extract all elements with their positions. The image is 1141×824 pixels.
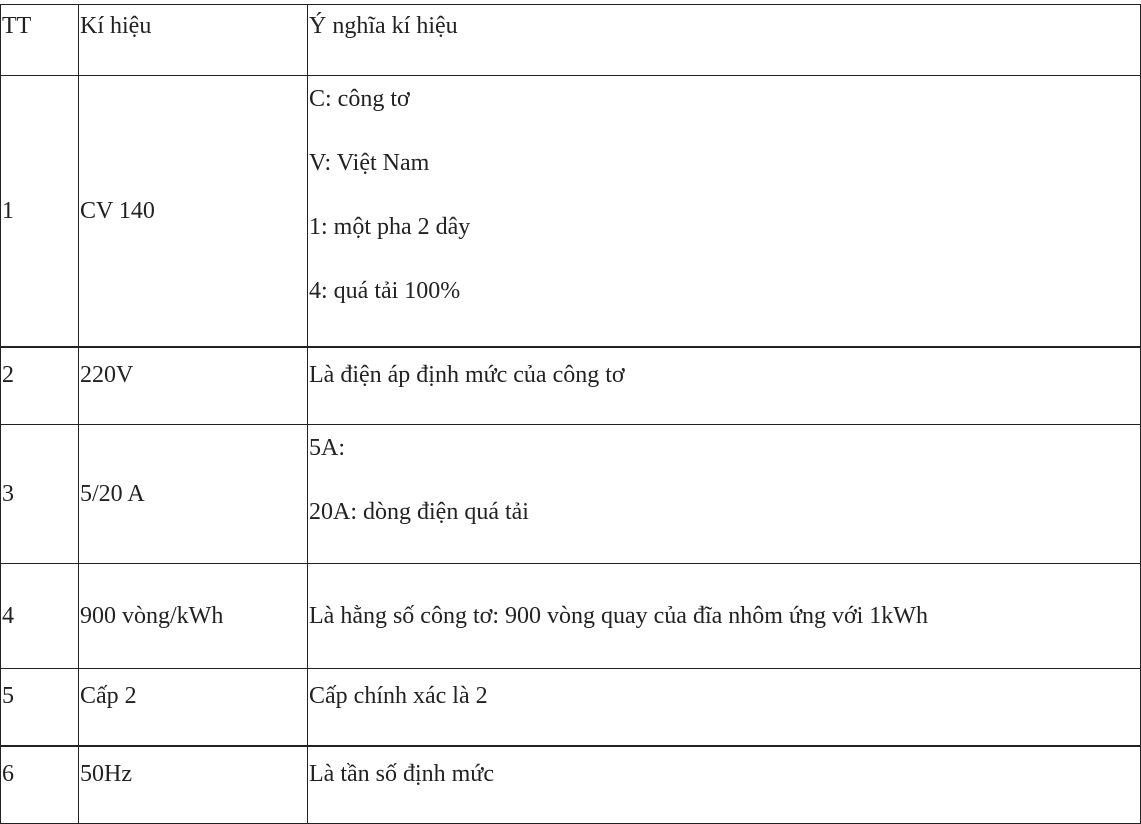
cell-meaning xyxy=(308,564,1141,669)
header-tt: TT xyxy=(1,5,79,76)
cell-symbol: 5/20 A xyxy=(79,425,308,564)
table-row xyxy=(1,347,1141,425)
cell-symbol: 900 vòng/kWh xyxy=(79,564,308,669)
meaning-line: 5A: xyxy=(309,435,345,461)
table-header-row xyxy=(1,5,1141,76)
table-row xyxy=(1,425,1141,564)
cell-tt: 2 xyxy=(1,347,79,425)
header-meaning: Ý nghĩa kí hiệu xyxy=(308,5,1141,76)
meaning-line: 1: một pha 2 dây xyxy=(309,214,471,240)
cell-tt: 4 xyxy=(1,564,79,669)
cell-meaning xyxy=(308,425,1141,564)
meaning-line: V: Việt Nam xyxy=(309,150,430,176)
header-symbol: Kí hiệu xyxy=(79,5,308,76)
cell-meaning: Cấp chính xác là 2 xyxy=(308,669,1141,747)
cell-meaning xyxy=(308,76,1141,348)
cell-symbol: 50Hz xyxy=(79,746,308,824)
meaning-line: C: công tơ xyxy=(309,86,410,112)
meaning-line: 4: quá tải 100% xyxy=(309,278,461,304)
cell-tt: 1 xyxy=(1,76,79,348)
cell-tt: 3 xyxy=(1,425,79,564)
table-row xyxy=(1,669,1141,747)
table-row xyxy=(1,746,1141,824)
meaning-line: 20A: dòng điện quá tải xyxy=(309,499,529,525)
cell-meaning: Là điện áp định mức của công tơ xyxy=(308,347,1141,425)
symbol-meaning-table xyxy=(0,4,1141,824)
cell-symbol: 220V xyxy=(79,347,308,425)
table-row xyxy=(1,76,1141,348)
cell-symbol: Cấp 2 xyxy=(79,669,308,747)
table-row xyxy=(1,564,1141,669)
cell-tt: 5 xyxy=(1,669,79,747)
cell-symbol: CV 140 xyxy=(79,76,308,348)
cell-meaning: Là tần số định mức xyxy=(308,746,1141,824)
cell-tt: 6 xyxy=(1,746,79,824)
meaning-text: Là hằng số công tơ: 900 vòng quay của đĩa nhôm ứng với 1kWh xyxy=(309,603,928,629)
